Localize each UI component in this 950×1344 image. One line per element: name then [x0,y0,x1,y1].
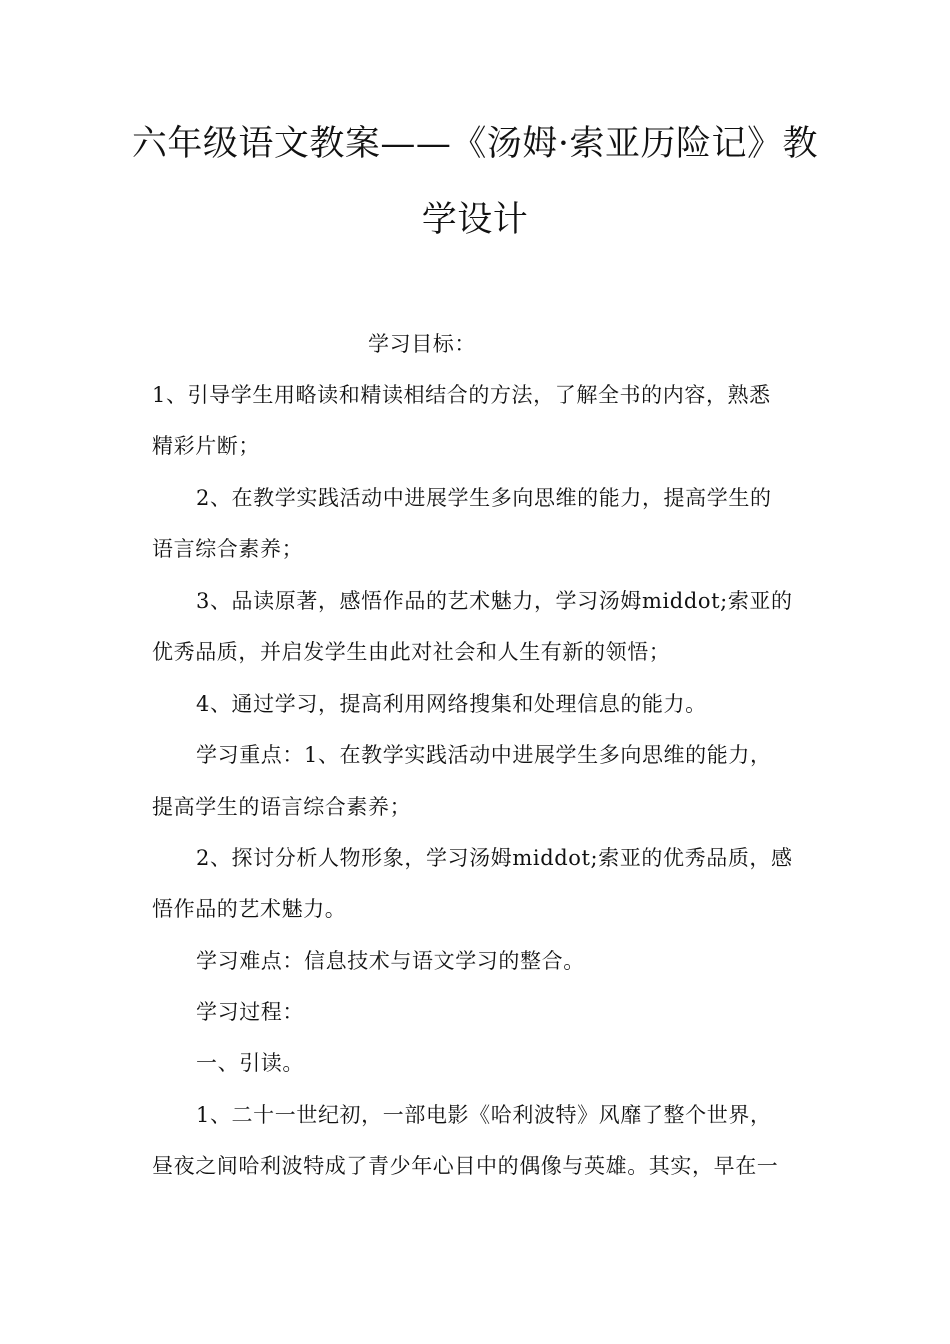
key-points-2-line-1: 2、探讨分析人物形象，学习汤姆middot;索亚的优秀品质，感 [196,846,793,870]
document-title-line-2: 学设计 [421,200,529,240]
objective-1-line-1: 1、引导学生用略读和精读相结合的方法，了解全书的内容，熟悉 [152,383,771,407]
key-points-2-line-2: 悟作品的艺术魅力。 [152,897,347,921]
key-points-line-1: 学习重点：1、在教学实践活动中进展学生多向思维的能力， [196,743,772,767]
process-heading: 学习过程： [196,1000,304,1024]
objective-3-line-1: 3、品读原著，感悟作品的艺术魅力，学习汤姆middot;索亚的 [196,589,793,613]
objective-4-line-1: 4、通过学习，提高利用网络搜集和处理信息的能力。 [196,692,707,716]
document-title-line-1: 六年级语文教案——《汤姆·索亚历险记》教 [131,124,819,164]
objective-2-line-1: 2、在教学实践活动中进展学生多向思维的能力，提高学生的 [196,486,772,510]
objective-2-line-2: 语言综合素养； [152,537,304,561]
intro-line-1: 1、二十一世纪初，一部电影《哈利波特》风靡了整个世界， [196,1103,772,1127]
step-1-heading: 一、引读。 [196,1051,304,1075]
objective-1-line-2: 精彩片断； [152,434,260,458]
intro-line-2: 昼夜之间哈利波特成了青少年心目中的偶像与英雄。其实，早在一 [152,1154,779,1178]
heading-objectives: 学习目标： [368,332,476,356]
difficulty-line: 学习难点：信息技术与语文学习的整合。 [196,949,585,973]
key-points-line-2: 提高学生的语言综合素养； [152,795,412,819]
objective-3-line-2: 优秀品质，并启发学生由此对社会和人生有新的领悟； [152,640,671,664]
